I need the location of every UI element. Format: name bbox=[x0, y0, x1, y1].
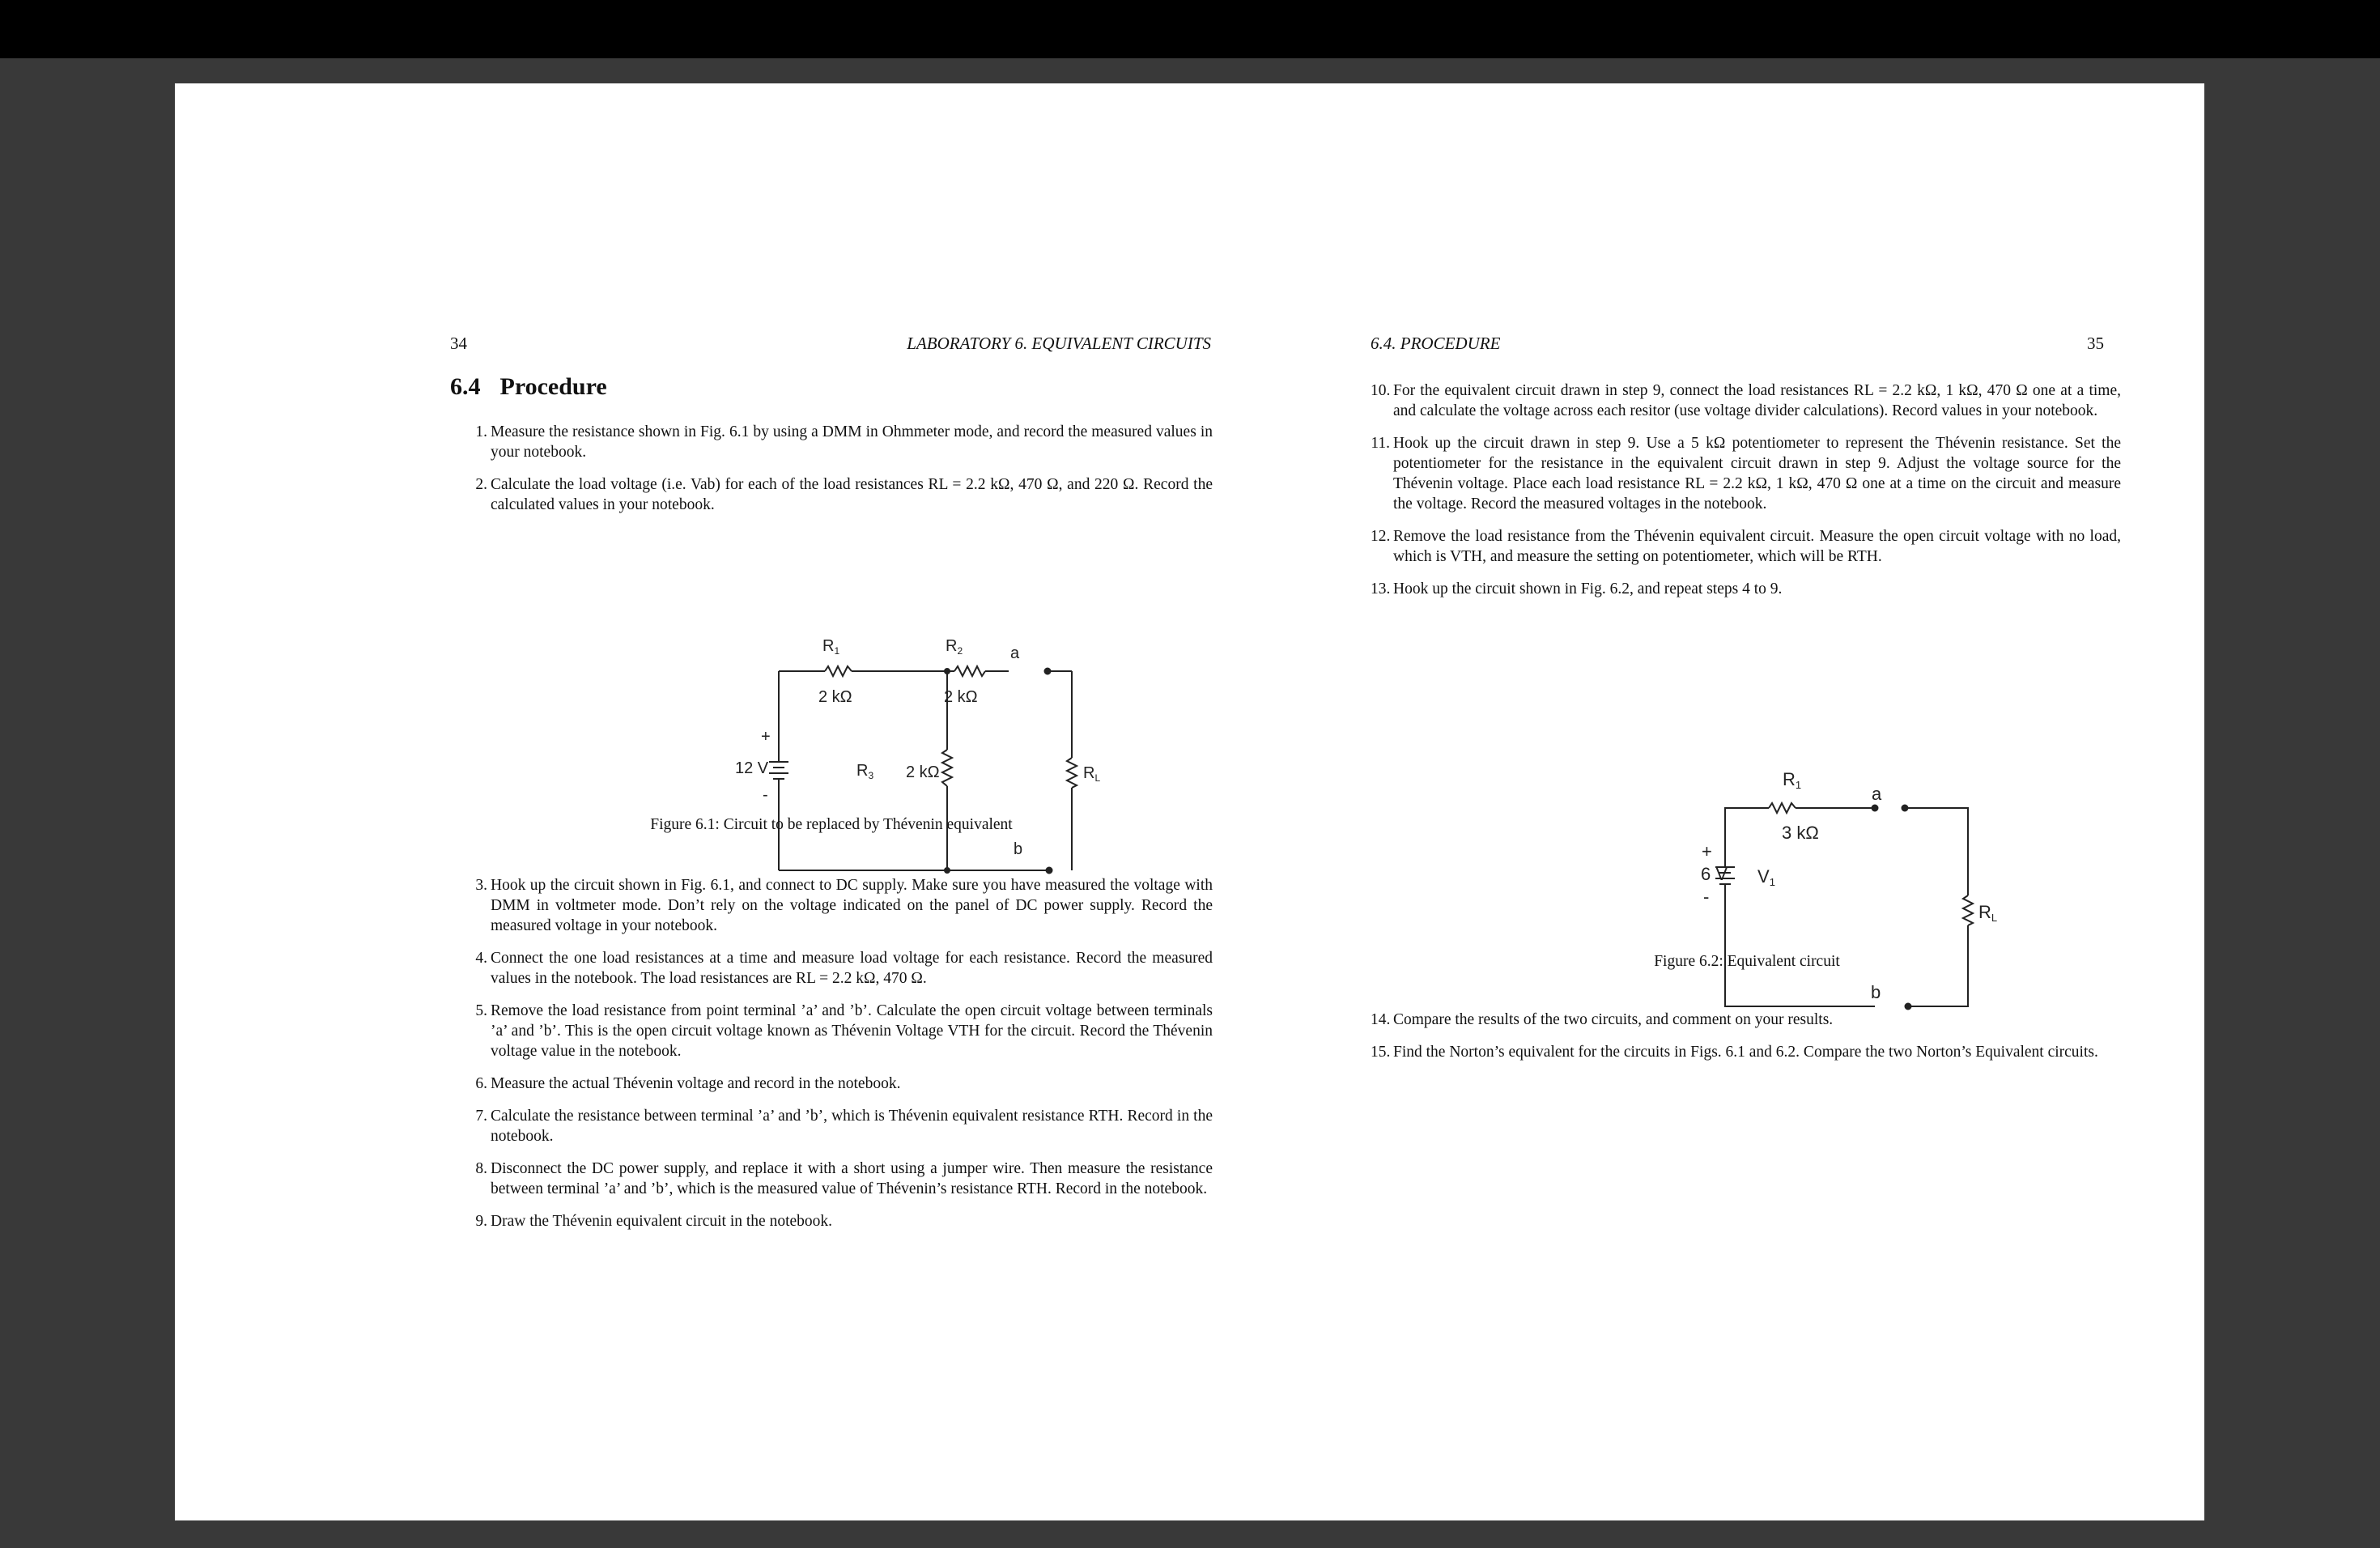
left-page-number: 34 bbox=[450, 334, 467, 353]
node-b-label: b bbox=[1014, 840, 1023, 858]
step-text: For the equivalent circuit drawn in step 9, connect the load resistances RL = 2.2 kΩ, 1 kΩ, 470 Ω one at a time, and calculate the voltage across each resitor (use voltage divider calculations). Record values in your notebook. bbox=[1393, 382, 2121, 419]
left-procedure-list-a bbox=[470, 422, 1213, 527]
r1-value: 2 kΩ bbox=[818, 688, 852, 706]
procedure-step bbox=[470, 875, 1213, 936]
section-heading bbox=[450, 373, 607, 401]
step-number: 11. bbox=[1371, 435, 1390, 452]
step-text: Draw the Thévenin equivalent circuit in the notebook. bbox=[491, 1213, 833, 1230]
step-number: 14. bbox=[1371, 1011, 1391, 1028]
right-running-head: 6.4. PROCEDURE bbox=[1371, 334, 1501, 353]
section-title: Procedure bbox=[499, 373, 607, 400]
step-number: 5. bbox=[475, 1002, 487, 1019]
r2-label: $R_2$ bbox=[946, 637, 963, 657]
step-text: Remove the load resistance from point terminal ’a’ and ’b’. Calculate the open circuit voltage between terminals ’a’ and ’b’. This is the open circuit voltage known as Thévenin Voltage VTH for the circuit. Record the Thévenin voltage value in the notebook. bbox=[491, 1002, 1213, 1060]
document-spread bbox=[175, 83, 2204, 1520]
source-voltage-label: 6 V bbox=[1701, 864, 1728, 884]
step-text: Measure the resistance shown in Fig. 6.1 by using a DMM in Ohmmeter mode, and record the measured values in your notebook. bbox=[491, 423, 1213, 461]
battery-minus: - bbox=[763, 786, 768, 804]
procedure-step bbox=[1372, 579, 2121, 599]
section-number: 6.4 bbox=[450, 373, 481, 400]
circuit-figure-6-1 bbox=[531, 553, 1101, 885]
step-text: Disconnect the DC power supply, and replace it with a short using a jumper wire. Then measure the resistance between terminal ’a’ and ’b’, which is the measured value of Thévenin’s resistance RTH. Record in the notebook. bbox=[491, 1160, 1213, 1197]
step-number: 12. bbox=[1371, 528, 1391, 545]
viewer-top-bar bbox=[0, 0, 2380, 58]
r1-label: R1 bbox=[1783, 769, 1802, 791]
step-text: Measure the actual Thévenin voltage and record in the notebook. bbox=[491, 1075, 901, 1092]
right-page-number: 35 bbox=[2087, 334, 2104, 353]
step-number: 4. bbox=[475, 950, 487, 967]
left-procedure-list-b bbox=[470, 875, 1213, 1244]
step-number: 13. bbox=[1371, 580, 1391, 598]
step-text: Calculate the resistance between terminal ’a’ and ’b’, which is Thévenin equivalent resistance RTH. Record in the notebook. bbox=[491, 1108, 1213, 1145]
step-number: 1. bbox=[475, 423, 487, 440]
battery-plus: + bbox=[1702, 841, 1712, 861]
procedure-step bbox=[470, 1074, 1213, 1094]
node-a-label: a bbox=[1872, 784, 1882, 804]
step-text: Calculate the load voltage (i.e. Vab) for each of the load resistances RL = 2.2 kΩ, 470 Ω, and 220 Ω. Record the calculated values in your notebook. bbox=[491, 476, 1213, 513]
procedure-step bbox=[1372, 1010, 2121, 1030]
r3-value: 2 kΩ bbox=[906, 763, 940, 781]
procedure-step bbox=[470, 422, 1213, 462]
step-text: Remove the load resistance from the Thévenin equivalent circuit. Measure the open circuit voltage with no load, which is VTH, and measure the setting on potentiometer, which will be RTH. bbox=[1393, 528, 2121, 565]
circuit-figure-6-2 bbox=[1470, 683, 2118, 1023]
battery-minus: - bbox=[1703, 887, 1710, 907]
procedure-step bbox=[470, 1159, 1213, 1199]
figure-6-2-caption: Figure 6.2: Equivalent circuit bbox=[1654, 953, 1840, 970]
step-number: 9. bbox=[475, 1213, 487, 1230]
step-text: Hook up the circuit shown in Fig. 6.1, and connect to DC supply. Make sure you have measured the voltage with DMM in voltmeter mode. Don’t rely on the voltage indicated on the panel of DC power supply. Record the measured voltage in your notebook. bbox=[491, 877, 1213, 934]
procedure-step bbox=[1372, 526, 2121, 567]
battery-plus: + bbox=[761, 728, 771, 746]
procedure-step bbox=[470, 474, 1213, 515]
step-number: 7. bbox=[475, 1108, 487, 1125]
r3-label: $R_3$ bbox=[856, 762, 874, 781]
procedure-step bbox=[470, 1106, 1213, 1146]
step-text: Hook up the circuit drawn in step 9. Use a 5 kΩ potentiometer to represent the Thévenin resistance. Set the potentiometer for the resistance in the equivalent circuit drawn in step 9. Adjust the voltage source for the Thévenin voltage. Place each load resistance RL = 2.2 kΩ, 1 kΩ, 470 Ω one at a time on the circuit and measure the voltage. Record the measured voltages in the notebook. bbox=[1393, 435, 2121, 512]
procedure-step bbox=[1372, 433, 2121, 514]
step-text: Find the Norton’s equivalent for the circuits in Figs. 6.1 and 6.2. Compare the two Norton’s Equivalent circuits. bbox=[1393, 1044, 2098, 1061]
procedure-step bbox=[1372, 1042, 2121, 1062]
step-number: 8. bbox=[475, 1160, 487, 1177]
step-text: Compare the results of the two circuits, and comment on your results. bbox=[1393, 1011, 1834, 1028]
source-voltage-label: 12 V bbox=[735, 759, 769, 777]
step-text: Hook up the circuit shown in Fig. 6.2, and repeat steps 4 to 9. bbox=[1393, 580, 1783, 598]
step-number: 6. bbox=[475, 1075, 487, 1092]
step-number: 3. bbox=[475, 877, 487, 894]
procedure-step bbox=[470, 1001, 1213, 1061]
node-b-label: b bbox=[1871, 982, 1881, 1002]
node-a-label: a bbox=[1010, 644, 1020, 662]
step-text: Connect the one load resistances at a time and measure load voltage for each resistance. Record the measured values in the notebook. The load resistances are RL = 2.2 kΩ, 470 Ω. bbox=[491, 950, 1213, 987]
rl-label: $R_L$ bbox=[1083, 764, 1101, 784]
right-procedure-list-b bbox=[1372, 1010, 2121, 1074]
figure-6-1-caption: Figure 6.1: Circuit to be replaced by Thévenin equivalent bbox=[650, 816, 1013, 833]
r1-value: 3 kΩ bbox=[1782, 823, 1819, 843]
v1-label: V1 bbox=[1757, 866, 1775, 888]
step-number: 15. bbox=[1371, 1044, 1391, 1061]
procedure-step bbox=[1372, 381, 2121, 421]
procedure-step bbox=[470, 948, 1213, 989]
step-number: 2. bbox=[475, 476, 487, 493]
left-running-head: LABORATORY 6. EQUIVALENT CIRCUITS bbox=[907, 334, 1211, 353]
rl-label: RL bbox=[1978, 902, 1998, 924]
r1-label: $R_1$ bbox=[822, 637, 840, 657]
right-procedure-list-a bbox=[1372, 381, 2121, 611]
step-number: 10. bbox=[1371, 382, 1391, 399]
procedure-step bbox=[470, 1211, 1213, 1231]
r2-value: 2 kΩ bbox=[944, 688, 978, 706]
